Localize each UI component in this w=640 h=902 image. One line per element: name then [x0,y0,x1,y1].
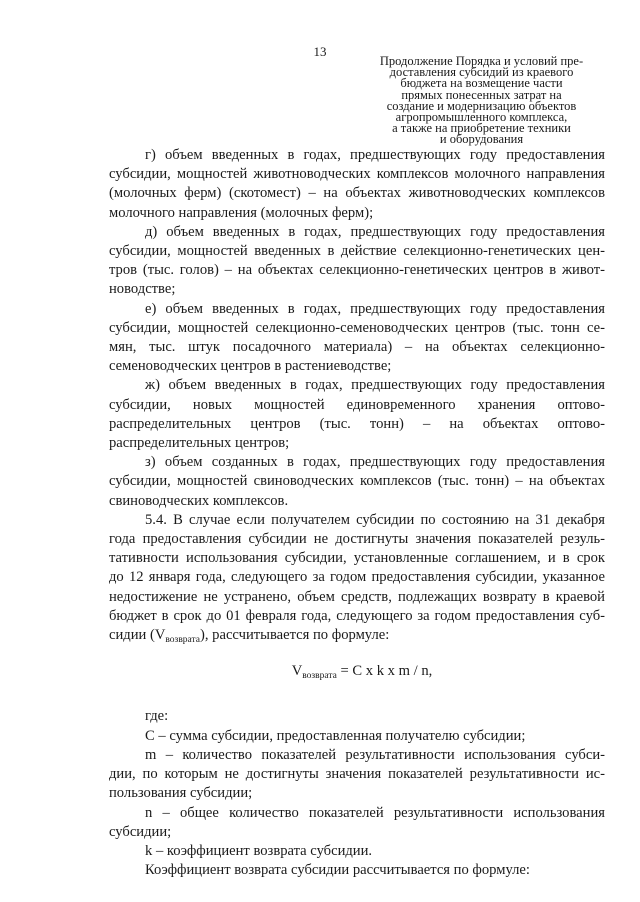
item-g [109,146,605,223]
text-line: новодстве; [109,281,176,298]
item-e [109,300,605,377]
item-zh [109,376,605,453]
closing-line [109,861,605,880]
formula-expression: = C x k x m / n, [336,663,433,680]
text-line: д) объем введенных в годах, предшествующих году предоставления [145,223,605,240]
header-note-line: Продолжение Порядка и условий пре- [379,54,584,68]
header-note-line: доставления субсидий из краевого [389,65,574,80]
text-line: субсидии, мощностей селекционно-семеноводческих центров (тыс. тонн се- [109,319,605,336]
text-line: распределительных центров; [109,435,290,452]
text-line: субсидии, мощностей введенных в действие селекционно-генетических цен- [109,243,605,260]
formula-subscript: возврата [302,671,337,682]
subscript: возврата [165,635,201,646]
text-line: где: [145,708,169,725]
document-body [109,146,605,880]
text-fragment: ), рассчитывается по формуле: [200,627,390,644]
text-line: г) объем введенных в годах, предшествующих году предоставления [145,147,605,163]
text-line: субсидии, мощностей свиноводческих комплексов (тыс. тонн) – на объектах [109,473,605,490]
text-line: тров (тыс. голов) – на объектах селекционно-генетических центров в живот- [109,262,605,279]
page-number: 13 [313,44,327,59]
text-line: бюджет в срок до 01 февраля года, следующего за годом предоставления суб- [109,607,605,624]
header-note-line: агропромышленного комплекса, [395,110,568,125]
text-fragment: сидии (V [109,627,166,644]
formula-v: V [291,663,303,680]
text-line: Коэффициент возврата субсидии рассчитывается по формуле: [145,862,530,879]
text-line: субсидии, новых мощностей единовременного хранения оптово- [109,396,605,413]
definition-k [109,842,605,861]
text-line: субсидии; [109,823,172,840]
text-line: С – сумма субсидии, предоставленная получателю субсидии; [145,727,526,744]
text-line: (молочных ферм) (скотомест) – на объектах животноводческих комплексов [109,185,605,202]
header-note-line: прямых понесенных затрат на [401,87,562,102]
where-label [109,707,605,726]
text-line: е) объем введенных в годах, предшествующих году предоставления [145,300,605,317]
definition-m [109,746,605,804]
text-line: мян, тыс. штук посадочного материала) – на объектах селекционно- [109,339,605,356]
definition-n [109,804,605,842]
formula [109,662,605,681]
text-line: n – общее количество показателей результативности использования [145,804,605,821]
item-d [109,223,605,300]
text-line: свиноводческих комплексов. [109,492,289,509]
header-note-line: а также на приобретение техники [392,121,571,136]
text-line: распределительных центров (тыс. тонн) – на объектах оптово- [109,415,605,432]
text-line: ж) объем введенных в годах, предшествующих году предоставления [145,377,605,394]
text-line: до 12 января года, следующего за годом предоставления субсидии, указанное [109,569,605,586]
header-note-line: бюджета на возмещение части [400,76,563,91]
header-note-line: создание и модернизацию объектов [386,98,577,113]
text-line [109,626,605,645]
text-line: k – коэффициент возврата субсидии. [145,842,373,859]
text-line: m – количество показателей результативности использования субси- [145,746,605,763]
definition-c [109,727,605,746]
text-line: недостижение не устранено, объем средств, подлежащих возврату в краевой [109,588,605,605]
item-z [109,453,605,511]
text-line: субсидии, мощностей животноводческих комплексов молочного направления [109,166,605,183]
text-line: пользования субсидии; [109,785,253,802]
text-line: года предоставления субсидии не достигнуты значения показателей резуль- [109,531,605,548]
header-note [359,56,604,146]
text-line: тативности использования субсидии, установленные соглашением, и в срок [109,550,605,567]
text-line: семеноводческих центров в растениеводстве; [109,358,392,375]
text-line: молочного направления (молочных ферм); [109,204,374,221]
section-5-4 [109,511,605,645]
text-line: з) объем созданных в годах, предшествующих году предоставления [145,454,605,471]
header-note-line: и оборудования [439,132,524,147]
text-line: 5.4. В случае если получателем субсидии по состоянию на 31 декабря [145,511,605,528]
text-line: дии, по которым не достигнуты значения показателей результативности ис- [109,766,605,783]
